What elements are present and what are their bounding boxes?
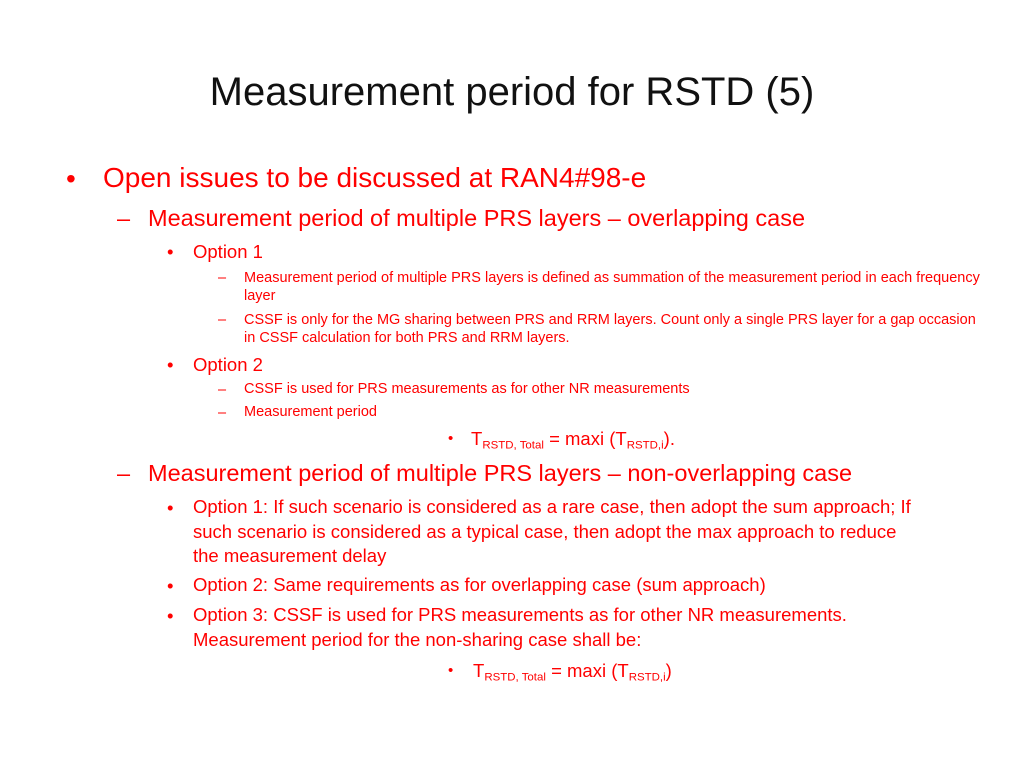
formula-overlap: $T_{RSTD, Total} = \max i$ $(T_{RSTD,i})$. xyxy=(471,428,675,452)
nonoverlap-option3: Option 3: CSSF is used for PRS measurements as for other NR measurements. Measurement period for the non-sharing case shall be: xyxy=(193,604,847,650)
option2-detail-a: CSSF is used for PRS measurements as for other NR measurements xyxy=(244,381,690,397)
option1-detail-b: CSSF is only for the MG sharing between PRS and RRM layers. Count only a single PRS layer for a gap occasion in CSSF calculation for both PRS and RRM layers. xyxy=(244,312,976,346)
nonoverlap-heading: Measurement period of multiple PRS layers – non-overlapping case xyxy=(148,460,853,486)
bullet-icon: • xyxy=(167,354,174,375)
option1-label: Option 1 xyxy=(193,241,263,262)
bullet-icon: • xyxy=(167,241,174,262)
dash-icon: – xyxy=(117,460,131,486)
dash-icon: – xyxy=(117,205,131,231)
dash-icon: – xyxy=(218,270,227,286)
dash-icon: – xyxy=(218,405,227,421)
option1-detail-a: Measurement period of multiple PRS layers is defined as summation of the measurement period in each frequency layer xyxy=(244,270,980,304)
option2-detail-b: Measurement period xyxy=(244,404,377,420)
formula-nonoverlap: $T_{RSTD, Total} = \max i$ $(T_{RSTD,i})$ xyxy=(473,660,672,684)
open-issues-text: Open issues to be discussed at RAN4#98-e xyxy=(103,162,647,193)
bullet-icon: • xyxy=(66,163,76,194)
bullet-icon: • xyxy=(167,605,174,626)
dash-icon: – xyxy=(218,382,227,398)
slide-title: Measurement period for RSTD (5) xyxy=(209,70,815,114)
nonoverlap-option1: Option 1: If such scenario is considered as a rare case, then adopt the sum approach; If such scenario is considered as a typical case, then adopt the max approach to reduce the measurement delay xyxy=(193,496,911,566)
bullet-icon: • xyxy=(448,430,454,447)
dash-icon: – xyxy=(218,312,227,328)
bullet-icon: • xyxy=(448,662,454,679)
nonoverlap-option2: Option 2: Same requirements as for overlapping case (sum approach) xyxy=(193,574,766,595)
bullet-icon: • xyxy=(167,497,174,518)
option2-label: Option 2 xyxy=(193,354,263,375)
bullet-icon: • xyxy=(167,575,174,596)
overlap-heading: Measurement period of multiple PRS layers – overlapping case xyxy=(148,205,806,231)
